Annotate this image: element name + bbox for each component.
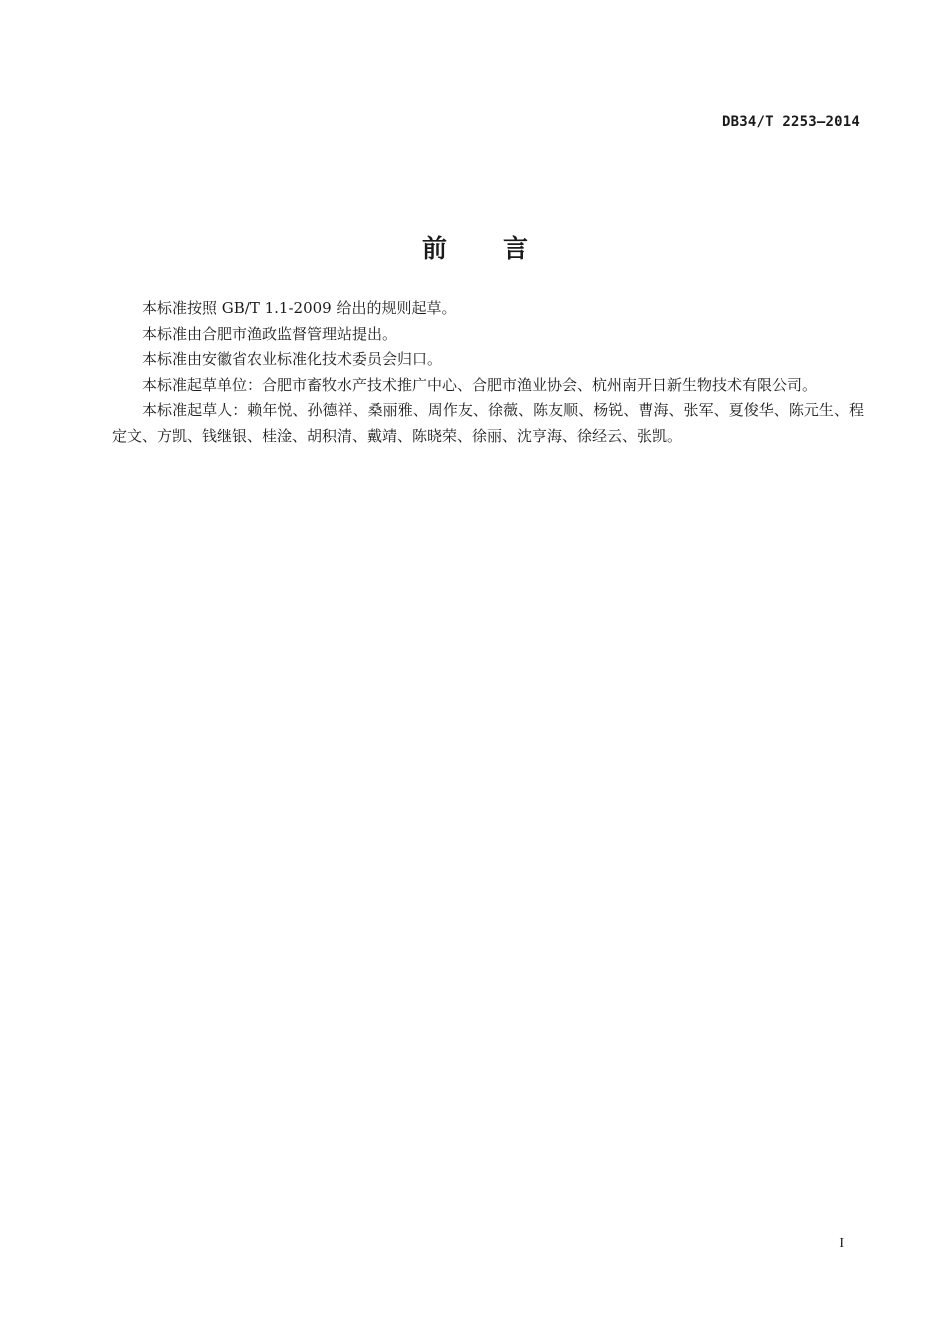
paragraph-proposed-by: 本标准由合肥市渔政监督管理站提出。 xyxy=(142,324,398,343)
document-code: DB34/T 2253—2014 xyxy=(721,114,860,130)
paragraph-drafting-units: 本标准起草单位：合肥市畜牧水产技术推广中心、合肥市渔业协会、杭州南开日新生物技术有限公司。 xyxy=(142,375,818,394)
page-number: I xyxy=(839,1236,844,1251)
page-title: 前言 xyxy=(421,233,584,263)
paragraph-centralized-by: 本标准由安徽省农业标准化技术委员会归口。 xyxy=(142,350,443,368)
paragraph-drafters: 本标准起草人：赖年悦、孙德祥、桑丽雅、周作友、徐薇、陈友顺、杨锐、曹海、张军、夏俊华、陈元生、程定文、方凯、钱继银、桂淦、胡积清、戴靖、陈晓荣、徐丽、沈亨海、徐经云、张凯。 xyxy=(112,401,864,445)
foreword-body xyxy=(112,296,864,449)
paragraph-drafting-rules: 本标准按照 GB/T 1.1-2009 给出的规则起草。 xyxy=(142,299,457,317)
